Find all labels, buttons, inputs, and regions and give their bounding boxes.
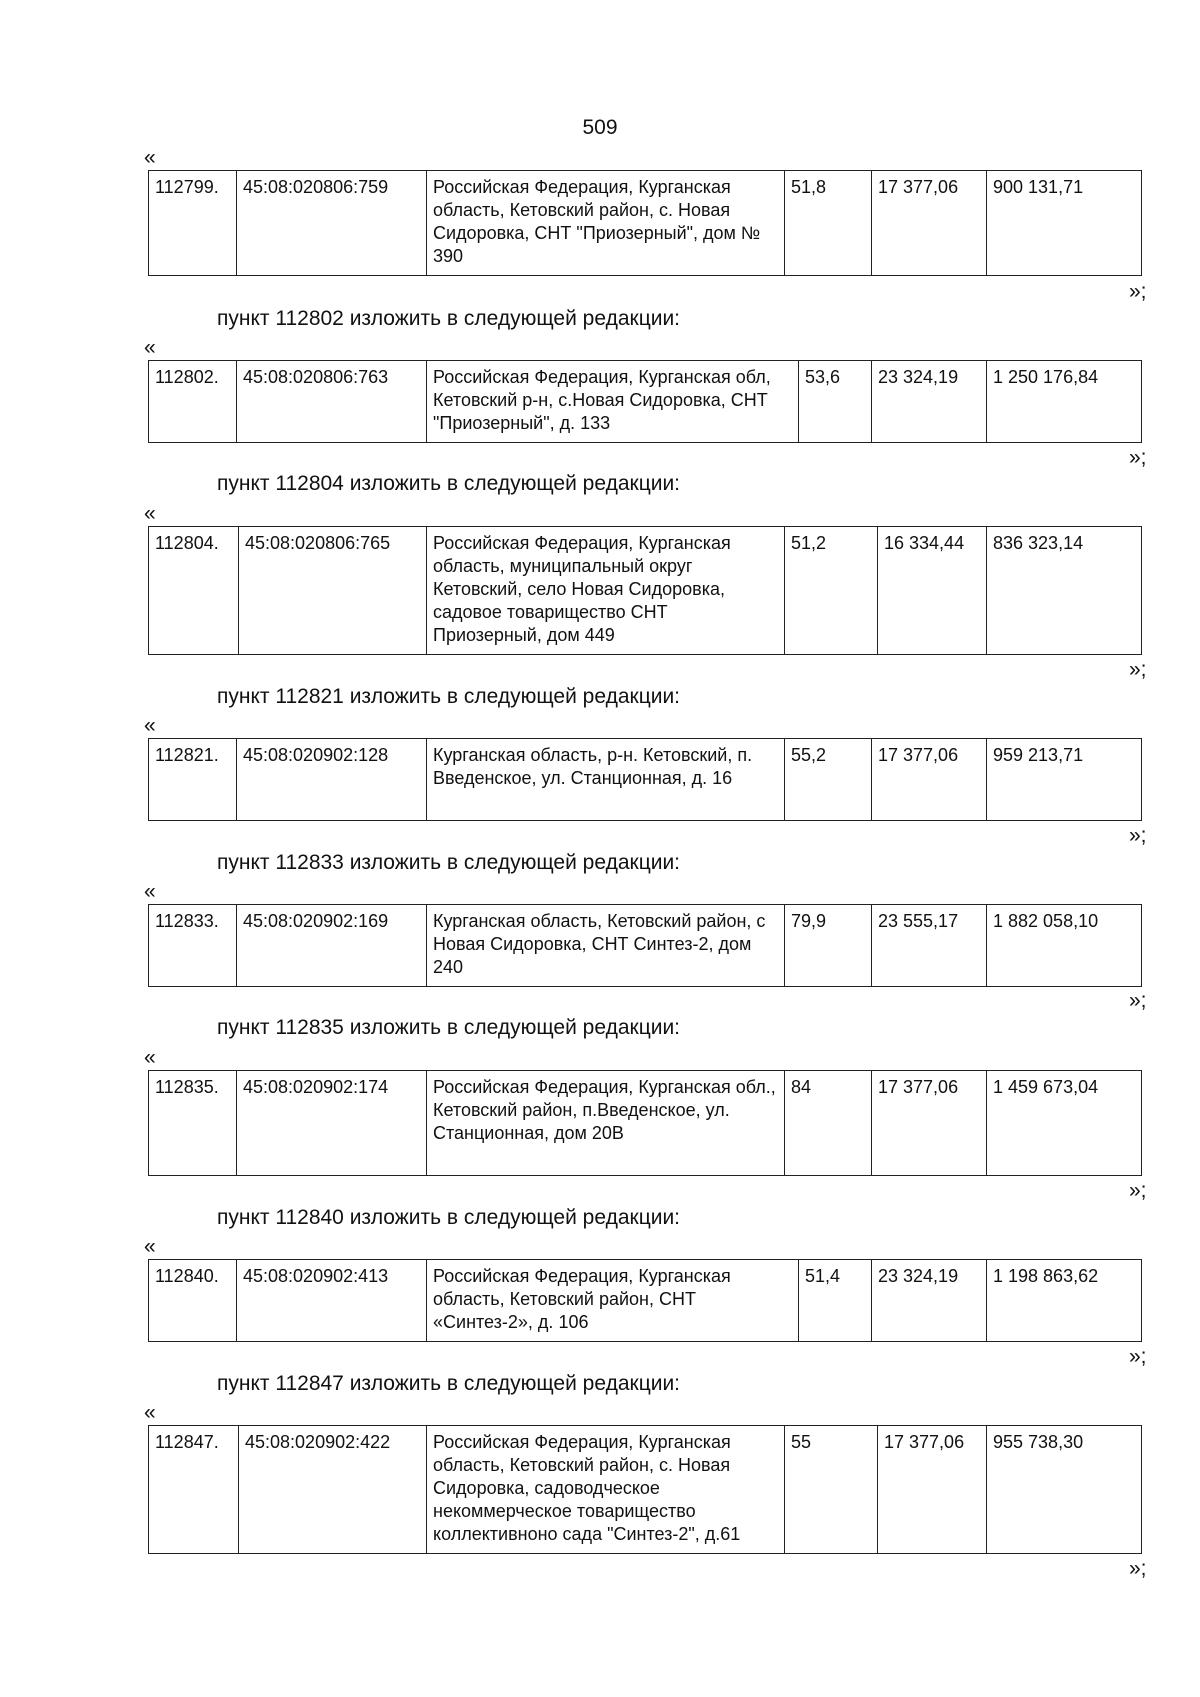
amendment-instruction: пункт 112833 изложить в следующей редакции: xyxy=(217,851,681,874)
entry-table-112821 xyxy=(148,738,1142,821)
table-row xyxy=(149,171,1142,276)
page-number: 509 xyxy=(582,116,618,139)
address: Российская Федерация, Курганская обл, Кетовский р-н, с.Новая Сидоровка, СНТ "Приозерный", д. 133 xyxy=(427,361,799,443)
address: Российская Федерация, Курганская область, Кетовский район, с. Новая Сидоровка, садоводческое некоммерческое товарищество коллективноно сада "Синтез-2", д.61 xyxy=(427,1426,785,1554)
area: 55 xyxy=(785,1426,878,1554)
close-quote: »; xyxy=(1129,1557,1147,1580)
entry-number: 112802. xyxy=(149,361,237,443)
rate: 23 555,17 xyxy=(872,905,987,987)
entry-number: 112835. xyxy=(149,1071,237,1176)
entry-table-112804 xyxy=(148,526,1142,655)
open-quote: « xyxy=(144,1235,156,1258)
entry-table-112833 xyxy=(148,904,1142,987)
address: Российская Федерация, Курганская область, Кетовский район, с. Новая Сидоровка, СНТ "Приозерный", дом № 390 xyxy=(427,171,785,276)
address: Курганская область, Кетовский район, с Новая Сидоровка, СНТ Синтез-2, дом 240 xyxy=(427,905,785,987)
entry-table-112802 xyxy=(148,360,1142,443)
open-quote: « xyxy=(144,1046,156,1069)
open-quote: « xyxy=(144,502,156,525)
cadastral-value: 1 250 176,84 xyxy=(987,361,1142,443)
area: 53,6 xyxy=(799,361,872,443)
rate: 16 334,44 xyxy=(878,527,987,655)
close-quote: »; xyxy=(1129,658,1147,681)
open-quote: « xyxy=(144,146,156,169)
area: 84 xyxy=(785,1071,872,1176)
cadastral-value: 955 738,30 xyxy=(987,1426,1142,1554)
entry-number: 112804. xyxy=(149,527,239,655)
amendment-instruction: пункт 112835 изложить в следующей редакции: xyxy=(217,1016,681,1039)
rate: 17 377,06 xyxy=(878,1426,987,1554)
area: 51,8 xyxy=(785,171,872,276)
address: Российская Федерация, Курганская обл., Кетовский район, п.Введенское, ул. Станционная, дом 20В xyxy=(427,1071,785,1176)
cadastral-number: 45:08:020902:413 xyxy=(237,1260,427,1342)
rate: 17 377,06 xyxy=(872,1071,987,1176)
open-quote: « xyxy=(144,880,156,903)
rate: 23 324,19 xyxy=(872,1260,987,1342)
rate: 17 377,06 xyxy=(872,739,987,821)
cadastral-value: 1 882 058,10 xyxy=(987,905,1142,987)
table-row xyxy=(149,905,1142,987)
open-quote: « xyxy=(144,336,156,359)
amendment-instruction: пункт 112804 изложить в следующей редакции: xyxy=(217,472,681,495)
open-quote: « xyxy=(144,1401,156,1424)
area: 51,4 xyxy=(799,1260,872,1342)
table-row xyxy=(149,527,1142,655)
address: Российская Федерация, Курганская область, муниципальный округ Кетовский, село Новая Сидоровка, садовое товарищество СНТ Приозерный, дом 449 xyxy=(427,527,785,655)
entry-number: 112833. xyxy=(149,905,237,987)
entry-table-112835 xyxy=(148,1070,1142,1176)
close-quote: »; xyxy=(1129,1345,1147,1368)
area: 51,2 xyxy=(785,527,878,655)
table-row xyxy=(149,1260,1142,1342)
amendment-instruction: пункт 112840 изложить в следующей редакции: xyxy=(217,1206,681,1229)
entry-number: 112821. xyxy=(149,739,237,821)
entry-number: 112840. xyxy=(149,1260,237,1342)
cadastral-number: 45:08:020902:174 xyxy=(237,1071,427,1176)
cadastral-number: 45:08:020902:128 xyxy=(237,739,427,821)
amendment-instruction: пункт 112847 изложить в следующей редакции: xyxy=(217,1372,681,1395)
entry-number: 112799. xyxy=(149,171,237,276)
amendment-instruction: пункт 112802 изложить в следующей редакции: xyxy=(217,307,681,330)
entry-table-112847 xyxy=(148,1425,1142,1554)
cadastral-value: 1 198 863,62 xyxy=(987,1260,1142,1342)
cadastral-number: 45:08:020902:422 xyxy=(239,1426,427,1554)
close-quote: »; xyxy=(1129,446,1147,469)
table-row xyxy=(149,361,1142,443)
table-row xyxy=(149,1071,1142,1176)
address: Курганская область, р-н. Кетовский, п. Введенское, ул. Станционная, д. 16 xyxy=(427,739,785,821)
rate: 23 324,19 xyxy=(872,361,987,443)
table-row xyxy=(149,739,1142,821)
close-quote: »; xyxy=(1129,824,1147,847)
area: 79,9 xyxy=(785,905,872,987)
entry-table-112799 xyxy=(148,170,1142,276)
cadastral-value: 900 131,71 xyxy=(987,171,1142,276)
close-quote: »; xyxy=(1129,1179,1147,1202)
rate: 17 377,06 xyxy=(872,171,987,276)
cadastral-value: 959 213,71 xyxy=(987,739,1142,821)
entry-number: 112847. xyxy=(149,1426,239,1554)
area: 55,2 xyxy=(785,739,872,821)
address: Российская Федерация, Курганская область, Кетовский район, СНТ «Синтез-2», д. 106 xyxy=(427,1260,799,1342)
cadastral-number: 45:08:020902:169 xyxy=(237,905,427,987)
cadastral-number: 45:08:020806:765 xyxy=(239,527,427,655)
cadastral-number: 45:08:020806:763 xyxy=(237,361,427,443)
table-row xyxy=(149,1426,1142,1554)
amendment-instruction: пункт 112821 изложить в следующей редакции: xyxy=(217,685,681,708)
close-quote: »; xyxy=(1129,989,1147,1012)
cadastral-value: 1 459 673,04 xyxy=(987,1071,1142,1176)
open-quote: « xyxy=(144,714,156,737)
cadastral-number: 45:08:020806:759 xyxy=(237,171,427,276)
cadastral-value: 836 323,14 xyxy=(987,527,1142,655)
entry-table-112840 xyxy=(148,1259,1142,1342)
close-quote: »; xyxy=(1129,280,1147,303)
